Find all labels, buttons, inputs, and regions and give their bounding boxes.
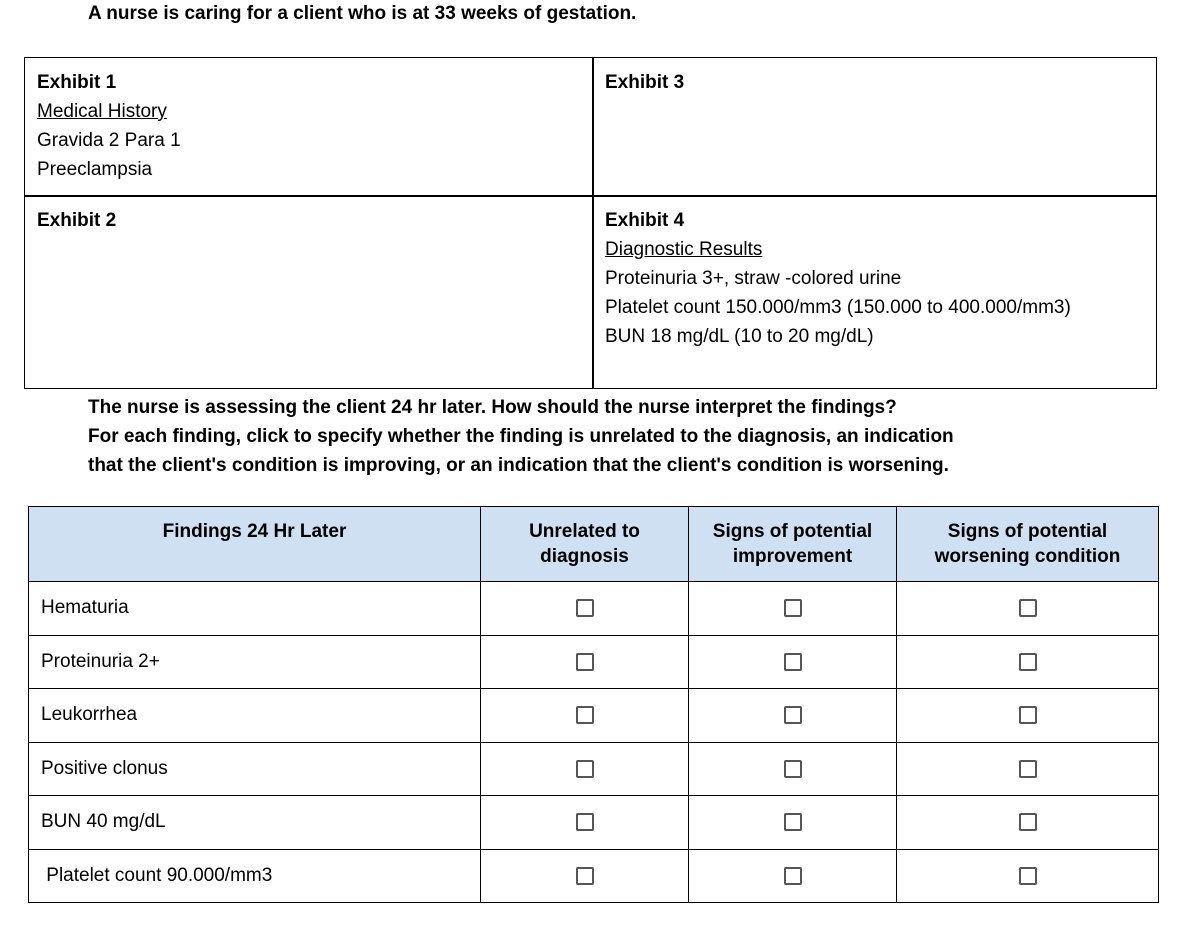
findings-body (29, 582, 1159, 903)
question-intro: A nurse is caring for a client who is at 33 weeks of gestation. (88, 3, 637, 24)
check-cell-worsening (897, 689, 1159, 743)
instructions (88, 393, 954, 480)
check-cell-unrelated (481, 635, 689, 689)
improvement-checkbox[interactable] (784, 760, 802, 778)
check-cell-improvement (689, 849, 897, 903)
check-cell-unrelated (481, 796, 689, 850)
exhibit-3 (593, 58, 1158, 196)
finding-label: Platelet count 90.000/mm3 (29, 849, 481, 903)
worsening-checkbox[interactable] (1019, 653, 1037, 671)
findings-row (29, 689, 1159, 743)
findings-row (29, 582, 1159, 636)
findings-row (29, 796, 1159, 850)
check-cell-unrelated (481, 742, 689, 796)
finding-label: Leukorrhea (29, 689, 481, 743)
exhibit-2-title: Exhibit 2 (37, 210, 117, 231)
finding-label: Hematuria (29, 582, 481, 636)
improvement-checkbox[interactable] (784, 653, 802, 671)
unrelated-checkbox[interactable] (576, 706, 594, 724)
instructions-line: For each finding, click to specify whether the finding is unrelated to the diagnosis, an indication (88, 426, 954, 447)
exhibit-4-line: BUN 18 mg/dL (10 to 20 mg/dL) (605, 326, 874, 347)
header-improvement (689, 507, 897, 582)
check-cell-unrelated (481, 689, 689, 743)
header-unrelated (481, 507, 689, 582)
exhibits-grid (24, 57, 1157, 389)
header-worsening (897, 507, 1159, 582)
improvement-checkbox[interactable] (784, 867, 802, 885)
worsening-checkbox[interactable] (1019, 867, 1037, 885)
exhibit-1-line: Gravida 2 Para 1 (37, 130, 181, 151)
header-improvement-line: improvement (732, 546, 853, 567)
check-cell-improvement (689, 689, 897, 743)
worsening-checkbox[interactable] (1019, 706, 1037, 724)
unrelated-checkbox[interactable] (576, 867, 594, 885)
improvement-checkbox[interactable] (784, 599, 802, 617)
finding-label: Proteinuria 2+ (29, 635, 481, 689)
check-cell-worsening (897, 582, 1159, 636)
findings-row (29, 849, 1159, 903)
exhibit-4-line: Platelet count 150.000/mm3 (150.000 to 400.000/mm3) (605, 297, 1071, 318)
check-cell-improvement (689, 635, 897, 689)
check-cell-worsening (897, 742, 1159, 796)
exhibit-4-line: Proteinuria 3+, straw -colored urine (605, 268, 902, 289)
findings-row (29, 635, 1159, 689)
exhibit-1-line: Preeclampsia (37, 159, 153, 180)
unrelated-checkbox[interactable] (576, 760, 594, 778)
check-cell-improvement (689, 742, 897, 796)
check-cell-improvement (689, 796, 897, 850)
header-unrelated-line: diagnosis (540, 546, 629, 567)
check-cell-improvement (689, 582, 897, 636)
unrelated-checkbox[interactable] (576, 813, 594, 831)
check-cell-worsening (897, 849, 1159, 903)
check-cell-unrelated (481, 582, 689, 636)
exhibit-1-subtitle: Medical History (37, 101, 167, 122)
header-improvement-line: Signs of potential (712, 521, 873, 542)
check-cell-worsening (897, 635, 1159, 689)
finding-label: Positive clonus (29, 742, 481, 796)
worsening-checkbox[interactable] (1019, 760, 1037, 778)
header-worsening-line: worsening condition (934, 546, 1121, 567)
exhibit-2 (25, 196, 593, 390)
check-cell-unrelated (481, 849, 689, 903)
worsening-checkbox[interactable] (1019, 599, 1037, 617)
exhibit-3-title: Exhibit 3 (605, 72, 685, 93)
finding-label: BUN 40 mg/dL (29, 796, 481, 850)
exhibit-4-subtitle: Diagnostic Results (605, 239, 763, 260)
check-cell-worsening (897, 796, 1159, 850)
instructions-line: that the client's condition is improving, or an indication that the client's condition is worsening. (88, 455, 949, 476)
header-unrelated-line: Unrelated to (529, 521, 640, 542)
improvement-checkbox[interactable] (784, 813, 802, 831)
instructions-line: The nurse is assessing the client 24 hr later. How should the nurse interpret the findings? (88, 397, 897, 418)
findings-row (29, 742, 1159, 796)
unrelated-checkbox[interactable] (576, 599, 594, 617)
header-worsening-line: Signs of potential (947, 521, 1108, 542)
exhibits-vertical-divider (592, 58, 594, 388)
exhibit-1-title: Exhibit 1 (37, 72, 117, 93)
exhibit-4-title: Exhibit 4 (605, 210, 685, 231)
findings-header-row (29, 507, 1159, 582)
exhibit-4 (593, 196, 1158, 390)
exhibits-horizontal-divider (25, 195, 1156, 197)
improvement-checkbox[interactable] (784, 706, 802, 724)
findings-table (28, 506, 1159, 903)
exhibit-1 (25, 58, 593, 196)
worsening-checkbox[interactable] (1019, 813, 1037, 831)
header-findings-label: Findings 24 Hr Later (162, 521, 347, 542)
header-findings (29, 507, 481, 582)
unrelated-checkbox[interactable] (576, 653, 594, 671)
